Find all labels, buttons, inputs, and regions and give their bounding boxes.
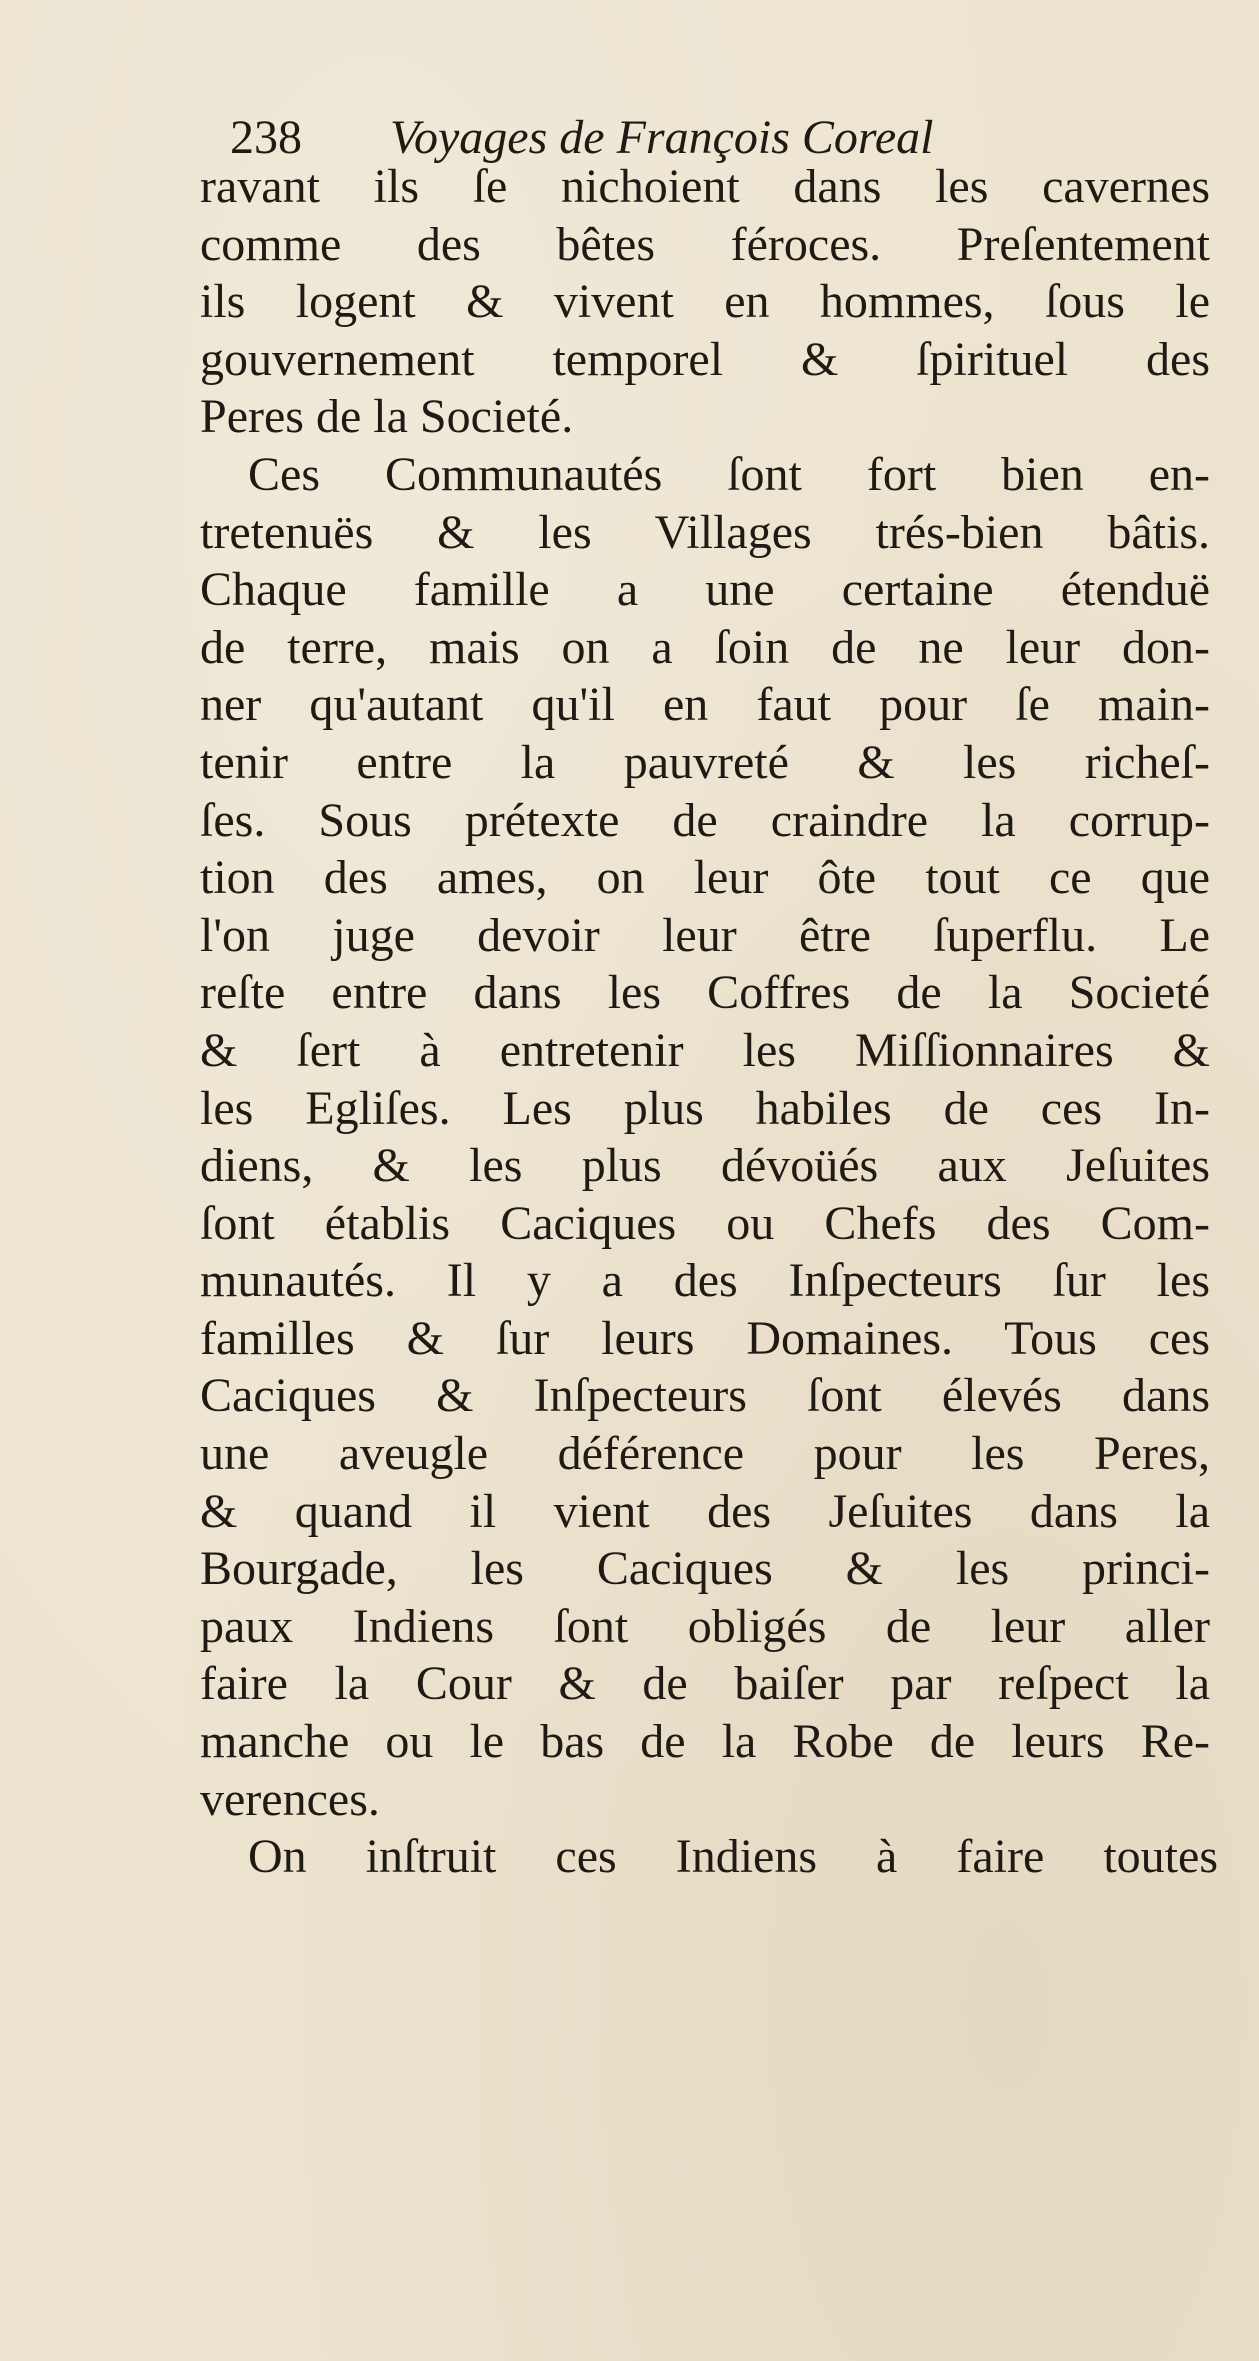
text-line: gouvernement temporel & ſpirituel des — [200, 332, 1210, 386]
text-line: Bourgade, les Caciques & les princi- — [200, 1542, 1210, 1596]
text-line: les Egliſes. Les plus habiles de ces In- — [200, 1081, 1210, 1135]
text-line: comme des bêtes féroces. Preſentement — [200, 217, 1210, 271]
body-text — [200, 158, 1218, 1886]
text-line: une aveugle déférence pour les Peres, — [200, 1427, 1210, 1481]
paragraph-start-line: On inſtruit ces Indiens à faire toutes — [248, 1830, 1218, 1884]
text-line: ſont établis Caciques ou Chefs des Com- — [200, 1196, 1210, 1250]
text-line: de terre, mais on a ſoin de ne leur don- — [200, 620, 1210, 674]
text-line: tenir entre la pauvreté & les richeſ- — [200, 735, 1210, 789]
text-line: paux Indiens ſont obligés de leur aller — [200, 1599, 1210, 1653]
text-line: faire la Cour & de baiſer par reſpect la — [200, 1657, 1210, 1711]
text-line: familles & ſur leurs Domaines. Tous ces — [200, 1311, 1210, 1365]
text-line: Peres de la Societé. — [200, 390, 574, 444]
text-line: & quand il vient des Jeſuites dans la — [200, 1484, 1210, 1538]
text-line: ſes. Sous prétexte de craindre la corrup- — [200, 793, 1210, 847]
running-title: Voyages de François Coreal — [390, 111, 934, 164]
text-line: munautés. Il y a des Inſpecteurs ſur les — [200, 1254, 1210, 1308]
text-line: manche ou le bas de la Robe de leurs Re- — [200, 1715, 1210, 1769]
text-line: ravant ils ſe nichoient dans les cavernes — [200, 160, 1210, 213]
text-line: Caciques & Inſpecteurs ſont élevés dans — [200, 1369, 1210, 1423]
text-line: ils logent & vivent en hommes, ſous le — [200, 275, 1210, 329]
text-line: diens, & les plus dévoüés aux Jeſuites — [200, 1139, 1210, 1193]
text-line: l'on juge devoir leur être ſuperflu. Le — [200, 908, 1210, 962]
text-line: tion des ames, on leur ôte tout ce que — [200, 851, 1210, 905]
text-line: reſte entre dans les Coffres de la Societé — [200, 966, 1210, 1020]
text-line: & ſert à entretenir les Miſſionnaires & — [200, 1023, 1210, 1077]
text-line: tretenuës & les Villages trés-bien bâtis. — [200, 505, 1210, 559]
page-number: 238 — [230, 111, 302, 164]
text-line: verences. — [200, 1772, 380, 1826]
text-line: Chaque famille a une certaine étenduë — [200, 563, 1210, 617]
text-line: ner qu'autant qu'il en faut pour ſe main- — [200, 678, 1210, 732]
paragraph-start-line: Ces Communautés ſont fort bien en- — [248, 447, 1210, 501]
